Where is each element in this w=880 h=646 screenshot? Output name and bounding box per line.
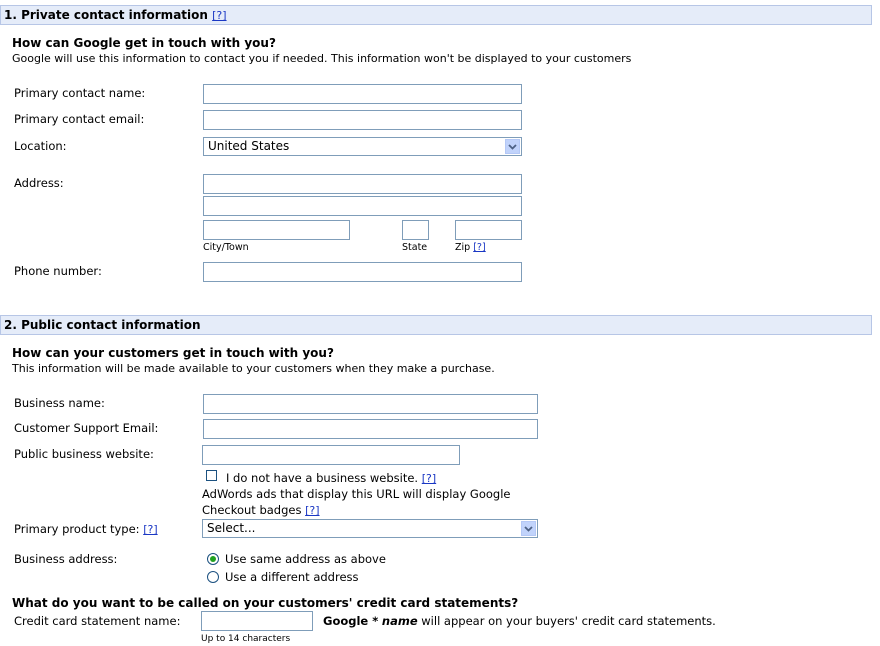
website-input[interactable] (202, 445, 460, 465)
primary-contact-email-label: Primary contact email: (14, 112, 145, 126)
product-type-label: Primary product type: (14, 522, 140, 536)
product-type-select[interactable] (202, 519, 538, 538)
statement-prefix: Google * (323, 614, 379, 628)
chevron-down-icon[interactable] (521, 521, 536, 536)
zip-label-group (455, 242, 486, 253)
city-input[interactable] (203, 220, 350, 240)
location-select[interactable] (203, 137, 522, 156)
product-type-value: Select... (207, 521, 256, 535)
question-description: Google will use this information to contact you if needed. This information won't be displayed to your customers (12, 52, 632, 65)
location-value: United States (208, 139, 290, 153)
chevron-down-icon[interactable] (505, 139, 520, 154)
statement-name-label: Credit card statement name: (14, 614, 181, 628)
question-title: How can your customers get in touch with you? (12, 346, 334, 360)
statement-name-word: name (381, 614, 418, 628)
statement-preview (323, 614, 716, 628)
section-header-public (0, 315, 872, 335)
zip-label: Zip (455, 242, 471, 253)
statement-question: What do you want to be called on your customers' credit card statements? (12, 596, 519, 610)
help-link[interactable]: [?] (212, 9, 227, 22)
website-label: Public business website: (14, 447, 154, 461)
statement-name-input[interactable] (201, 611, 313, 631)
location-label: Location: (14, 139, 67, 153)
support-email-input[interactable] (203, 419, 538, 439)
no-website-checkbox[interactable] (206, 470, 217, 481)
website-note-line2-group (202, 503, 320, 517)
statement-hint: Up to 14 characters (201, 634, 291, 644)
section-title: 1. Private contact information (4, 8, 208, 22)
radio-different-address-label[interactable]: Use a different address (225, 570, 359, 584)
product-type-help-link[interactable]: [?] (143, 523, 158, 536)
address-line1-input[interactable] (203, 174, 522, 194)
no-website-help-link[interactable]: [?] (421, 472, 437, 485)
statement-suffix: will appear on your buyers' credit card statements. (421, 614, 716, 628)
no-website-label-group (226, 471, 436, 485)
radio-different-address[interactable] (207, 571, 219, 583)
business-name-input[interactable] (203, 394, 538, 414)
state-input[interactable] (402, 220, 429, 240)
state-label: State (402, 242, 428, 253)
address-label: Address: (14, 176, 64, 190)
address-line2-input[interactable] (203, 196, 522, 216)
primary-contact-name-label: Primary contact name: (14, 86, 146, 100)
phone-input[interactable] (203, 262, 522, 282)
question-title: How can Google get in touch with you? (12, 36, 276, 50)
zip-input[interactable] (455, 220, 522, 240)
support-email-label: Customer Support Email: (14, 421, 159, 435)
phone-label: Phone number: (14, 264, 102, 278)
radio-same-address-label[interactable]: Use same address as above (225, 552, 386, 566)
product-type-label-group (14, 522, 158, 536)
website-note-line2: Checkout badges (202, 503, 302, 517)
primary-contact-name-input[interactable] (203, 84, 522, 104)
primary-contact-email-input[interactable] (203, 110, 522, 130)
question-description: This information will be made available to your customers when they make a purchase. (12, 362, 495, 375)
zip-help-link[interactable]: [?] (473, 242, 486, 253)
radio-selected-dot (210, 556, 216, 562)
no-website-label: I do not have a business website. (226, 471, 419, 485)
business-name-label: Business name: (14, 396, 105, 410)
business-address-label: Business address: (14, 552, 118, 566)
section-header-private (0, 5, 872, 25)
city-label: City/Town (203, 242, 249, 253)
website-note-line1: AdWords ads that display this URL will display Google (202, 487, 511, 501)
section-title: 2. Public contact information (4, 318, 201, 332)
radio-same-address[interactable] (207, 553, 219, 565)
website-note-help-link[interactable]: [?] (305, 504, 320, 517)
